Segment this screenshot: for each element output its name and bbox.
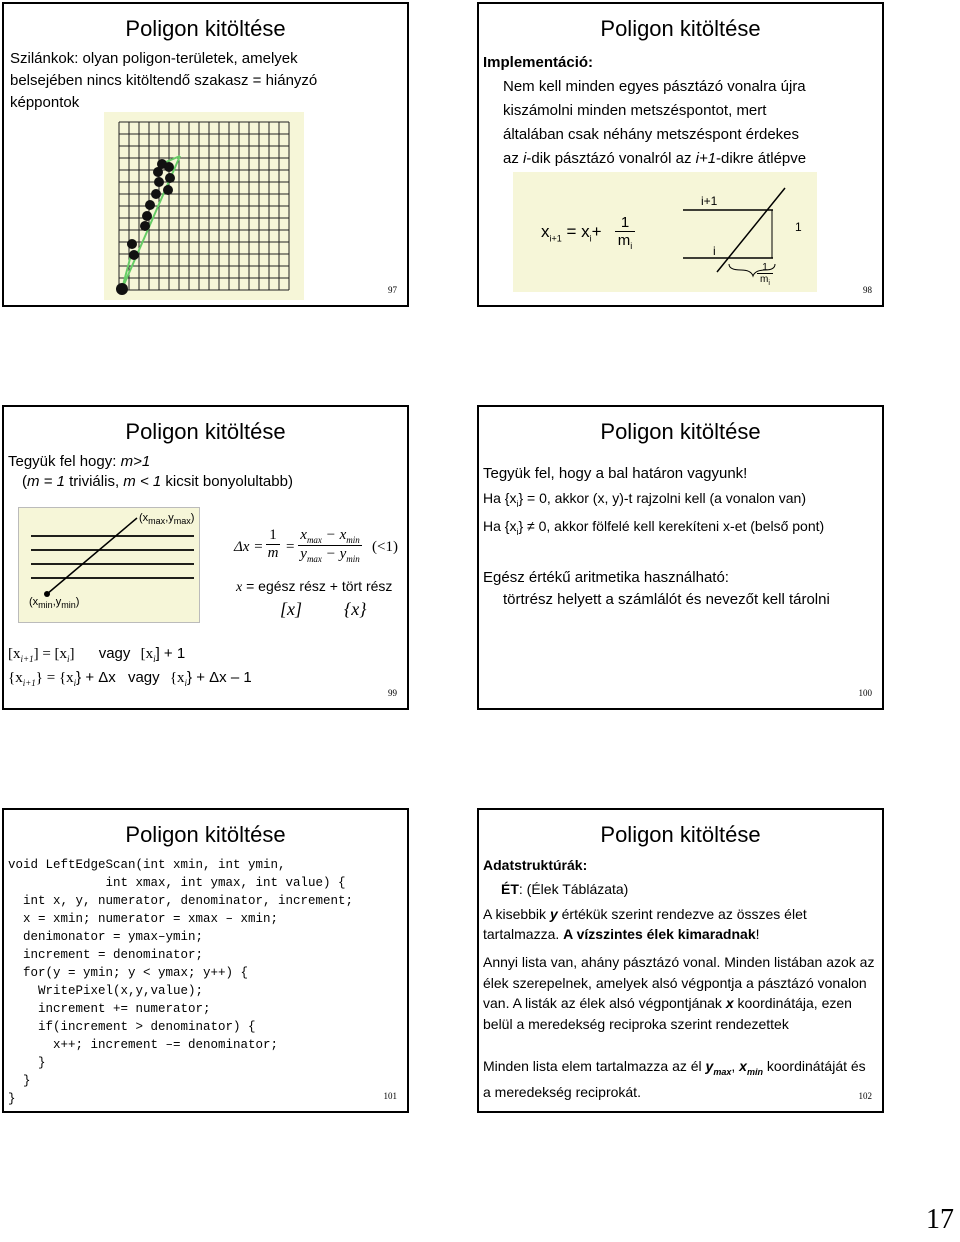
cases-line: (m = 1 triviális, m < 1 kicsit bonyolultabb) (22, 473, 293, 490)
implementation-heading: Implementáció: (483, 54, 594, 71)
impl-line-4: az i-dik pásztázó vonalról az i+1-dikre átlépve (503, 150, 807, 167)
integer-arith-line: Egész értékű aritmetika használható: (483, 569, 729, 586)
slide-title: Poligon kitöltése (125, 822, 286, 847)
recurrence-integer: $[x_{i+1}] = [x_i]$ vagy $[x_i] + 1$ (8, 645, 186, 664)
sliver-text: Szilánkok: olyan poligon-területek, amelyek belsejében nincs kitöltendő szakasz = hiányzó képpontok (10, 50, 318, 111)
label-i-plus-1: i+1 (701, 194, 718, 208)
edge-table-desc: A kisebbik y értékük szerint rendezve az összes élet tartalmazza. A vízszintes élek kimaradnak! (483, 906, 807, 942)
increment-formula: $x_{i+1} = x_i+$ (541, 222, 602, 244)
edge-table-line: ÉT: (Élek Táblázata) (501, 881, 629, 897)
increment-figure (513, 172, 817, 292)
list-desc: Annyi lista van, ahány pásztázó vonal. Minden listában azok az élek szerepelnek, amelyek alsó végpontja a pásztázó vonalon van. A listák az élek alsó végpontjának x koordinátája, ezen belül a meredekség reciproka szerint rendezettek (483, 954, 875, 1032)
slide-number: 102 (858, 1091, 872, 1101)
slide-101 (2, 808, 409, 1113)
slide-number: 98 (863, 285, 872, 295)
sliver-grid-figure (104, 112, 304, 300)
floor-notation: [x] (280, 599, 302, 619)
impl-line-1: Nem kell minden egyes pásztázó vonalra újra (503, 78, 806, 95)
label-run-fraction: 1 $m_i$ (757, 262, 773, 289)
slide-99 (2, 405, 409, 710)
point-min-label: $(x_{min},y_{min})$ (29, 596, 80, 611)
left-edge-line: Tegyük fel, hogy a bal határon vagyunk! (483, 465, 748, 482)
scanline-diagram (663, 172, 817, 292)
slide-number: 100 (858, 688, 872, 698)
impl-line-2: kiszámolni minden metszéspontot, mert (503, 102, 767, 119)
integer-fraction-line: x = egész rész + tört rész (236, 578, 393, 595)
slide-title: Poligon kitöltése (125, 419, 286, 444)
slide-number: 101 (383, 1091, 397, 1101)
data-structures-heading: Adatstruktúrák: (483, 857, 588, 873)
slide-98 (477, 2, 884, 307)
slide-number: 99 (388, 688, 397, 698)
point-max-label: $(x_{max},y_{max})$ (139, 512, 195, 527)
left-edge-scan-code: void LeftEdgeScan(int xmin, int ymin, int xmax, int ymax, int value) { int x, y, numerator, denominator, increment; x = xmin; numerator = xmax – xmin; denimonator = ymax–ymin; increment = denominator; for(y = ymin; y < ymax; y++) { WritePixel(x,y,value); increment += numerator; if(increment > denominator) { x++; increment –= denominator; } } } (8, 858, 354, 1106)
list-element-desc: Minden lista elem tartalmazza az él $y_{max}$, $x_{min}$ koordinátáját és a meredekség reciprokát. (483, 1058, 866, 1100)
slope-figure (18, 507, 200, 623)
label-rise-1: 1 (795, 220, 802, 234)
increment-fraction: 1 $m_i$ (615, 214, 635, 251)
page-number: 17 (926, 1204, 954, 1235)
numerator-denominator-line: törtrész helyett a számlálót és nevezőt kell tárolni (503, 591, 830, 608)
recurrence-fraction: $\{x_{i+1}\} = \{x_i\} + \Delta x$ vagy $\{x_i\} + \Delta x - 1$ (8, 669, 252, 688)
nonzero-frac-line: Ha $\{x_i\} \ne 0$, akkor fölfelé kell kerekíteni x-et (belső pont) (483, 518, 825, 537)
slide-title: Poligon kitöltése (600, 419, 761, 444)
slide-title: Poligon kitöltése (600, 822, 761, 847)
label-i: i (713, 244, 716, 258)
slide-number: 97 (388, 285, 397, 295)
zero-frac-line: Ha $\{x_i\} = 0$, akkor (x, y)-t rajzolni kell (a vonalon van) (483, 490, 806, 509)
impl-line-3: általában csak néhány metszéspont érdekes (503, 126, 800, 143)
slide-title: Poligon kitöltése (125, 16, 286, 41)
slide-100 (477, 405, 884, 710)
delta-x-formula: Δx = 1 m = $x_{max} - x_{min}$ $y_{max} - y_{min}$ (<1) (234, 527, 398, 564)
slide-97 (2, 2, 409, 307)
assume-line: Tegyük fel hogy: m>1 (8, 453, 151, 470)
frac-notation: {x} (344, 599, 367, 619)
slide-102 (477, 808, 884, 1113)
slide-title: Poligon kitöltése (600, 16, 761, 41)
